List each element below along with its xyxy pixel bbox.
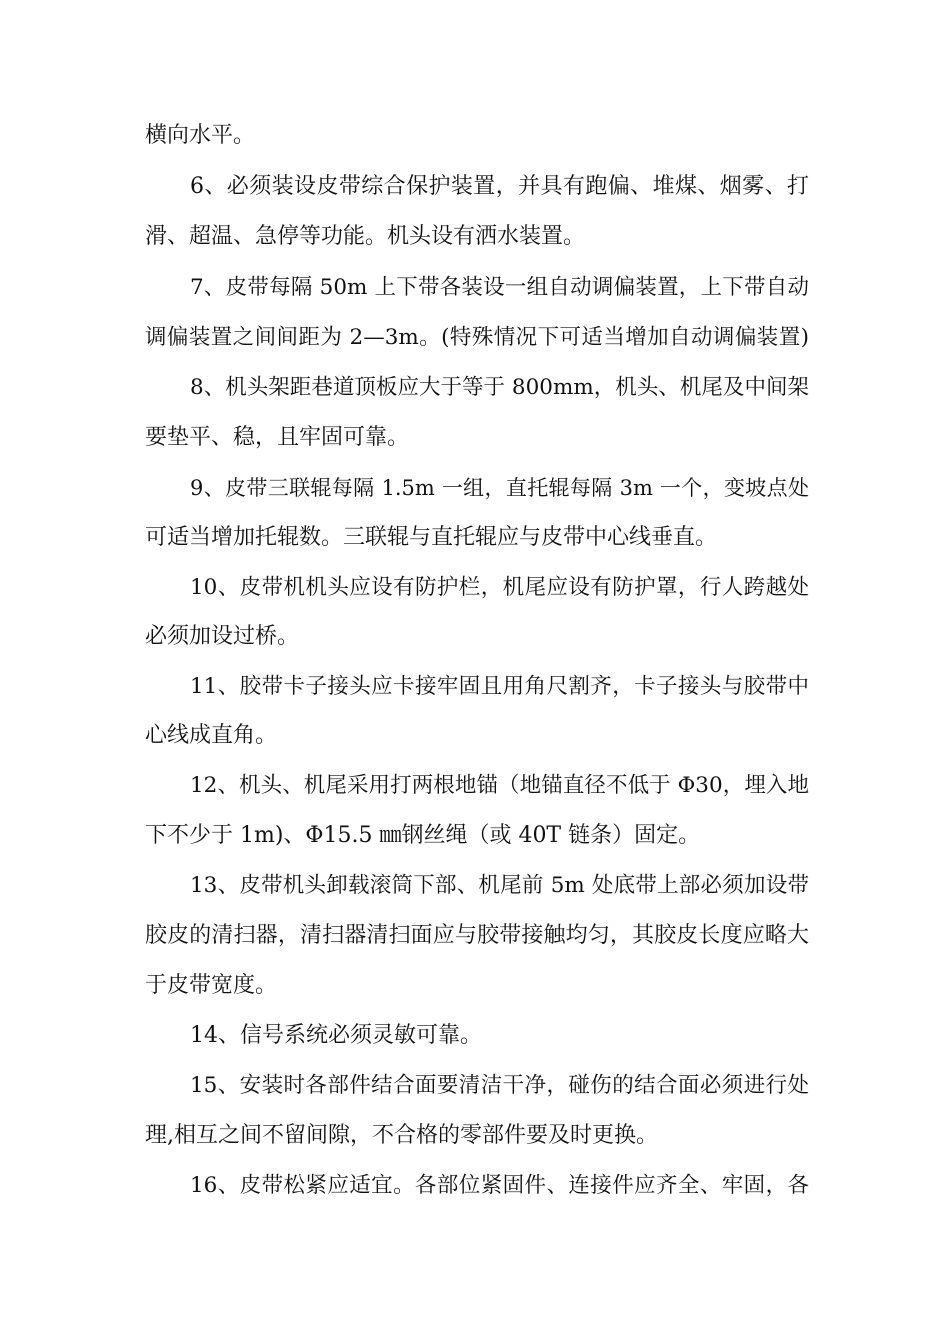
text-line: 16、皮带松紧应适宜。各部位紧固件、连接件应齐全、牢固，各 (190, 1173, 809, 1198)
text-line: 理,相互之间不留间隙，不合格的零部件要及时更换。 (145, 1123, 658, 1148)
text-line: 8、机头架距巷道顶板应大于等于 800mm，机头、机尾及中间架 (190, 375, 809, 400)
text-line: 11、胶带卡子接头应卡接牢固且用角尺割齐，卡子接头与胶带中 (190, 674, 809, 699)
text-line: 于皮带宽度。 (145, 973, 278, 998)
text-line: 10、皮带机机头应设有防护栏，机尾应设有防护罩，行人跨越处 (190, 575, 809, 600)
text-line: 滑、超温、急停等功能。机头设有洒水装置。 (145, 224, 586, 249)
text-line: 13、皮带机头卸载滚筒下部、机尾前 5m 处底带上部必须加设带 (190, 873, 809, 898)
text-line: 6、必须装设皮带综合保护装置，并具有跑偏、堆煤、烟雾、打 (190, 174, 809, 199)
text-line: 15、安装时各部件结合面要清洁干净，碰伤的结合面必须进行处 (190, 1073, 809, 1098)
text-line: 要垫平、稳，且牢固可靠。 (145, 425, 410, 450)
text-line: 7、皮带每隔 50m 上下带各装设一组自动调偏装置，上下带自动 (190, 275, 809, 300)
text-line: 可适当增加托辊数。三联辊与直托辊应与皮带中心线垂直。 (145, 525, 718, 550)
text-line: 14、信号系统必须灵敏可靠。 (190, 1023, 482, 1048)
text-line: 横向水平。 (145, 123, 256, 148)
text-line: 心线成直角。 (145, 723, 278, 748)
text-line: 胶皮的清扫器，清扫器清扫面应与胶带接触均匀，其胶皮长度应略大 (145, 923, 809, 948)
text-line: 调偏装置之间间距为 2—3m。(特殊情况下可适当增加自动调偏装置) (145, 325, 809, 350)
text-line: 必须加设过桥。 (145, 624, 300, 649)
text-line: 9、皮带三联辊每隔 1.5m 一组，直托辊每隔 3m 一个，变坡点处 (190, 476, 809, 500)
text-line: 下不少于 1m)、Φ15.5 ㎜钢丝绳（或 40T 链条）固定。 (145, 823, 701, 848)
text-line: 12、机头、机尾采用打两根地锚（地锚直径不低于 Φ30，埋入地 (190, 773, 809, 798)
